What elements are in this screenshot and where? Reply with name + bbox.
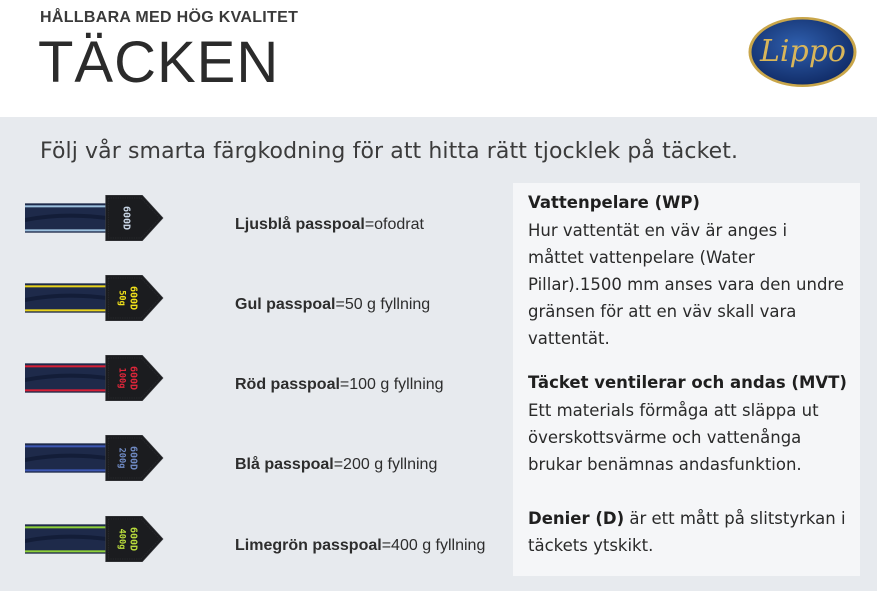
mvt-text: Ett materials förmåga att släppa ut överskottsvärme och vattenånga brukar benämnas andasfunktion. <box>528 401 819 474</box>
tag-denier-text: 600D <box>120 205 132 231</box>
lippo-logo <box>746 15 859 89</box>
tag-weight-text: 100g <box>116 367 127 389</box>
strap-label-rest: =200 g fyllning <box>333 456 438 473</box>
tag-weight-text: 50g <box>116 290 127 306</box>
tag-weight-text: 400g <box>116 528 127 550</box>
strap-label-5 <box>235 537 485 555</box>
strap-label-bold: Gul passpoal <box>235 296 336 313</box>
wp-text: Hur vattentät en väv är anges i måttet vattenpelare (Water Pillar).1500 mm anses vara den undre gränsen för att en väv skall vara vattentät. <box>528 221 845 348</box>
tag-denier-text: 600D <box>127 526 139 552</box>
kicker-text: HÅLLBARA MED HÖG KVALITET <box>40 9 299 26</box>
strap-3 <box>0 354 190 402</box>
strap-label-4 <box>235 456 437 474</box>
strap-label-rest: =400 g fyllning <box>381 537 486 554</box>
strap-label-rest: =100 g fyllning <box>339 376 444 393</box>
tag-denier-text: 600D <box>127 285 139 311</box>
tag-denier-text: 600D <box>127 365 139 391</box>
denier-bold: Denier (D) <box>528 509 625 528</box>
strap-label-bold: Röd passpoal <box>235 376 340 393</box>
tag-denier-text: 600D <box>127 445 139 471</box>
header <box>0 0 877 117</box>
wp-title: Vattenpelare (WP) <box>528 193 700 212</box>
strap-label-bold: Limegrön passpoal <box>235 537 382 554</box>
strap-label-2 <box>235 296 430 314</box>
logo-text: Lippo <box>760 34 846 69</box>
strap-4 <box>0 434 190 482</box>
subtitle: Följ vår smarta färgkodning för att hitta rätt tjocklek på täcket. <box>40 139 739 164</box>
strap-label-rest: =ofodrat <box>364 216 424 233</box>
mvt-title: Täcket ventilerar och andas (MVT) <box>528 373 847 392</box>
strap-2 <box>0 274 190 322</box>
page-title: TÄCKEN <box>38 30 280 95</box>
strap-label-bold: Ljusblå passpoal <box>235 216 365 233</box>
tag-weight-text: 200g <box>116 447 127 469</box>
strap-label-rest: =50 g fyllning <box>335 296 431 313</box>
denier-rest: är ett mått på slitstyrkan i täckets ytskikt. <box>528 509 846 555</box>
strap-label-bold: Blå passpoal <box>235 456 334 473</box>
strap-label-1 <box>235 216 424 234</box>
denier-text <box>528 505 848 559</box>
strap-1 <box>0 194 190 242</box>
strap-label-3 <box>235 376 444 394</box>
strap-5 <box>0 515 190 563</box>
